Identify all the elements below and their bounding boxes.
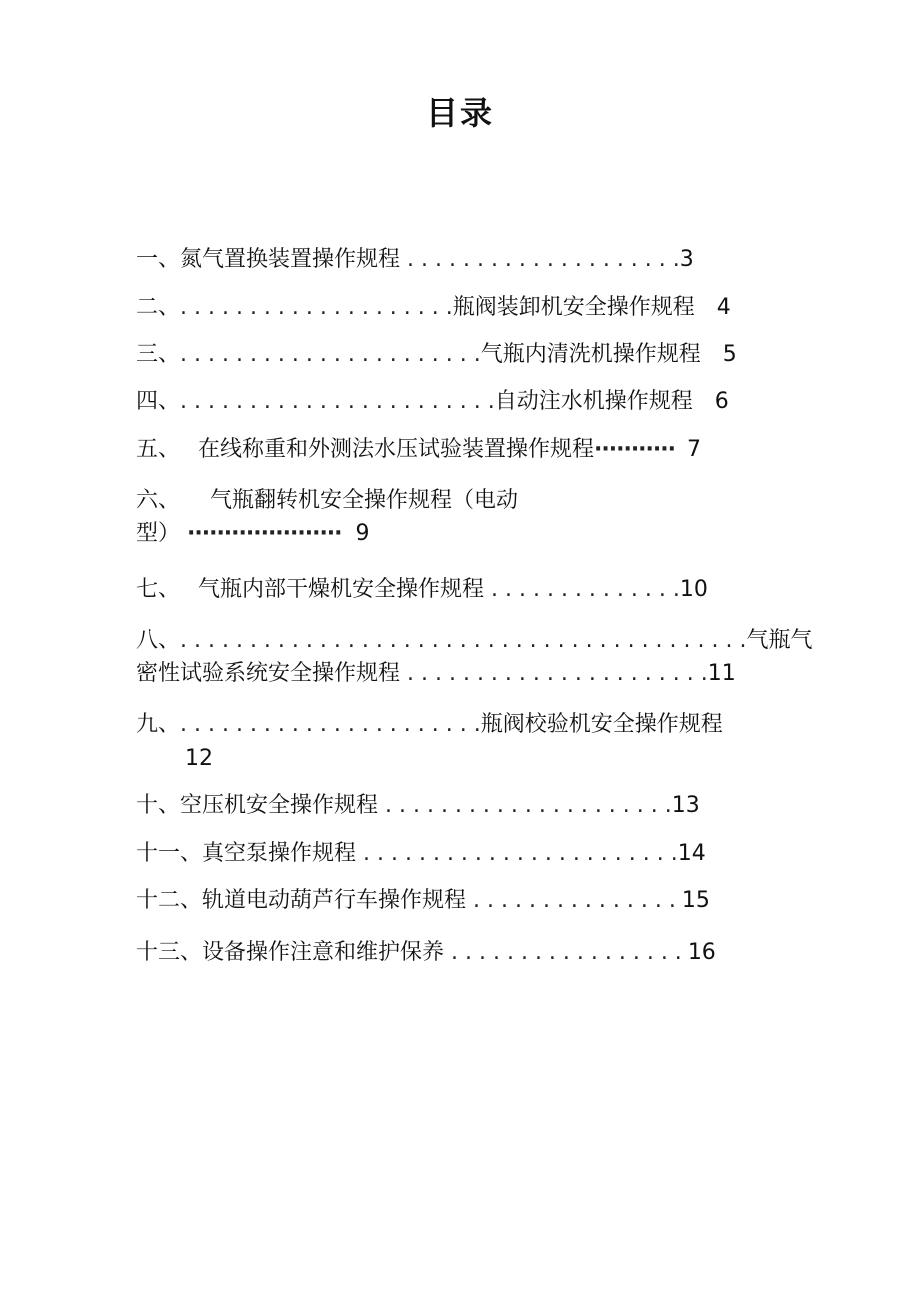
page-number: 7 xyxy=(686,437,701,462)
page-number: 11 xyxy=(707,661,736,686)
dot-leader: ····················· xyxy=(187,521,342,546)
toc-entry-8-cont[interactable] xyxy=(136,659,736,689)
entry-number: 四、 xyxy=(136,389,181,414)
page-number: 16 xyxy=(687,940,716,965)
entry-number: 六、 xyxy=(136,488,181,513)
entry-number: 五、 xyxy=(136,437,181,462)
toc-entry-9-cont[interactable] xyxy=(185,744,213,774)
dot-leader: . . . . . . . . . . . . . . . . . . . . xyxy=(180,295,453,320)
dot-leader: . . . . . . . . . . . . . . . . . . . . . . xyxy=(180,712,481,737)
entry-title: 设备操作注意和维护保养 xyxy=(202,940,445,965)
dot-leader: . . . . . . . . . . . . . . xyxy=(484,577,680,602)
dot-leader: . . . . . . . . . . . . . . . xyxy=(466,888,676,913)
page-title: 目录 xyxy=(425,94,494,132)
dot-leader: . . . . . . . . . . . . . . . . . . . . . . . xyxy=(356,841,678,866)
toc-entry-6[interactable] xyxy=(136,486,518,516)
toc-entry-10[interactable] xyxy=(136,791,700,821)
entry-title-continued: 型） xyxy=(136,521,170,546)
entry-number: 十二、 xyxy=(136,888,203,913)
page-number: 9 xyxy=(355,521,370,546)
entry-number: 十三、 xyxy=(136,940,203,965)
toc-entry-3[interactable] xyxy=(136,340,737,370)
toc-entry-13[interactable] xyxy=(136,938,716,968)
entry-title: 轨道电动葫芦行车操作规程 xyxy=(202,888,467,913)
entry-number: 八、 xyxy=(136,628,181,653)
toc-entry-9[interactable] xyxy=(136,710,723,740)
toc-entry-1[interactable] xyxy=(136,245,694,275)
entry-title: 气瓶内部干燥机安全操作规程 xyxy=(198,577,485,602)
toc-entry-7[interactable] xyxy=(136,575,708,605)
page-number: 14 xyxy=(677,841,706,866)
dot-leader: . . . . . . . . . . . . . . . . . . . . xyxy=(400,247,680,272)
dot-leader: ··········· xyxy=(594,437,675,462)
toc-entry-12[interactable] xyxy=(136,886,710,916)
page-number: 15 xyxy=(681,888,710,913)
entry-title: 真空泵操作规程 xyxy=(202,841,357,866)
entry-title: 气瓶内清洗机操作规程 xyxy=(480,342,701,367)
toc-entry-5[interactable] xyxy=(136,435,701,465)
entry-title: 氮气置换装置操作规程 xyxy=(180,247,401,272)
dot-leader: . . . . . . . . . . . . . . . . . . . . . . . . . . . . . . . . . . . . . . . . . xyxy=(180,628,747,653)
entry-title: 瓶阀校验机安全操作规程 xyxy=(480,712,723,737)
entry-number: 十、 xyxy=(136,793,181,818)
entry-title: 空压机安全操作规程 xyxy=(180,793,379,818)
dot-leader: . . . . . . . . . . . . . . . . . . . . . . xyxy=(400,661,708,686)
page-number: 13 xyxy=(671,793,700,818)
entry-number: 三、 xyxy=(136,342,181,367)
toc-entry-8[interactable] xyxy=(136,626,812,656)
page-number: 4 xyxy=(716,295,731,320)
page-number: 10 xyxy=(679,577,708,602)
entry-title: 在线称重和外测法水压试验装置操作规程 xyxy=(198,437,595,462)
entry-title: 瓶阀装卸机安全操作规程 xyxy=(452,295,695,320)
entry-title: 气瓶气 xyxy=(746,628,813,653)
dot-leader: . . . . . . . . . . . . . . . . . xyxy=(444,940,682,965)
entry-title: 气瓶翻转机安全操作规程（电动 xyxy=(210,488,519,513)
page-number: 3 xyxy=(679,247,694,272)
toc-entry-11[interactable] xyxy=(136,839,706,869)
entry-number: 七、 xyxy=(136,577,181,602)
entry-number: 九、 xyxy=(136,712,181,737)
entry-number: 一、 xyxy=(136,247,181,272)
page-number: 6 xyxy=(714,389,729,414)
entry-number: 二、 xyxy=(136,295,181,320)
dot-leader: . . . . . . . . . . . . . . . . . . . . . . . xyxy=(180,389,495,414)
entry-title: 自动注水机操作规程 xyxy=(494,389,693,414)
dot-leader: . . . . . . . . . . . . . . . . . . . . . xyxy=(378,793,672,818)
toc-entry-6-cont[interactable] xyxy=(136,519,370,549)
toc-entry-4[interactable] xyxy=(136,387,729,417)
dot-leader: . . . . . . . . . . . . . . . . . . . . . . xyxy=(180,342,481,367)
entry-number: 十一、 xyxy=(136,841,203,866)
page-number: 5 xyxy=(722,342,737,367)
page-number: 12 xyxy=(185,746,213,771)
entry-title-continued: 密性试验系统安全操作规程 xyxy=(136,661,401,686)
toc-entry-2[interactable] xyxy=(136,293,731,323)
